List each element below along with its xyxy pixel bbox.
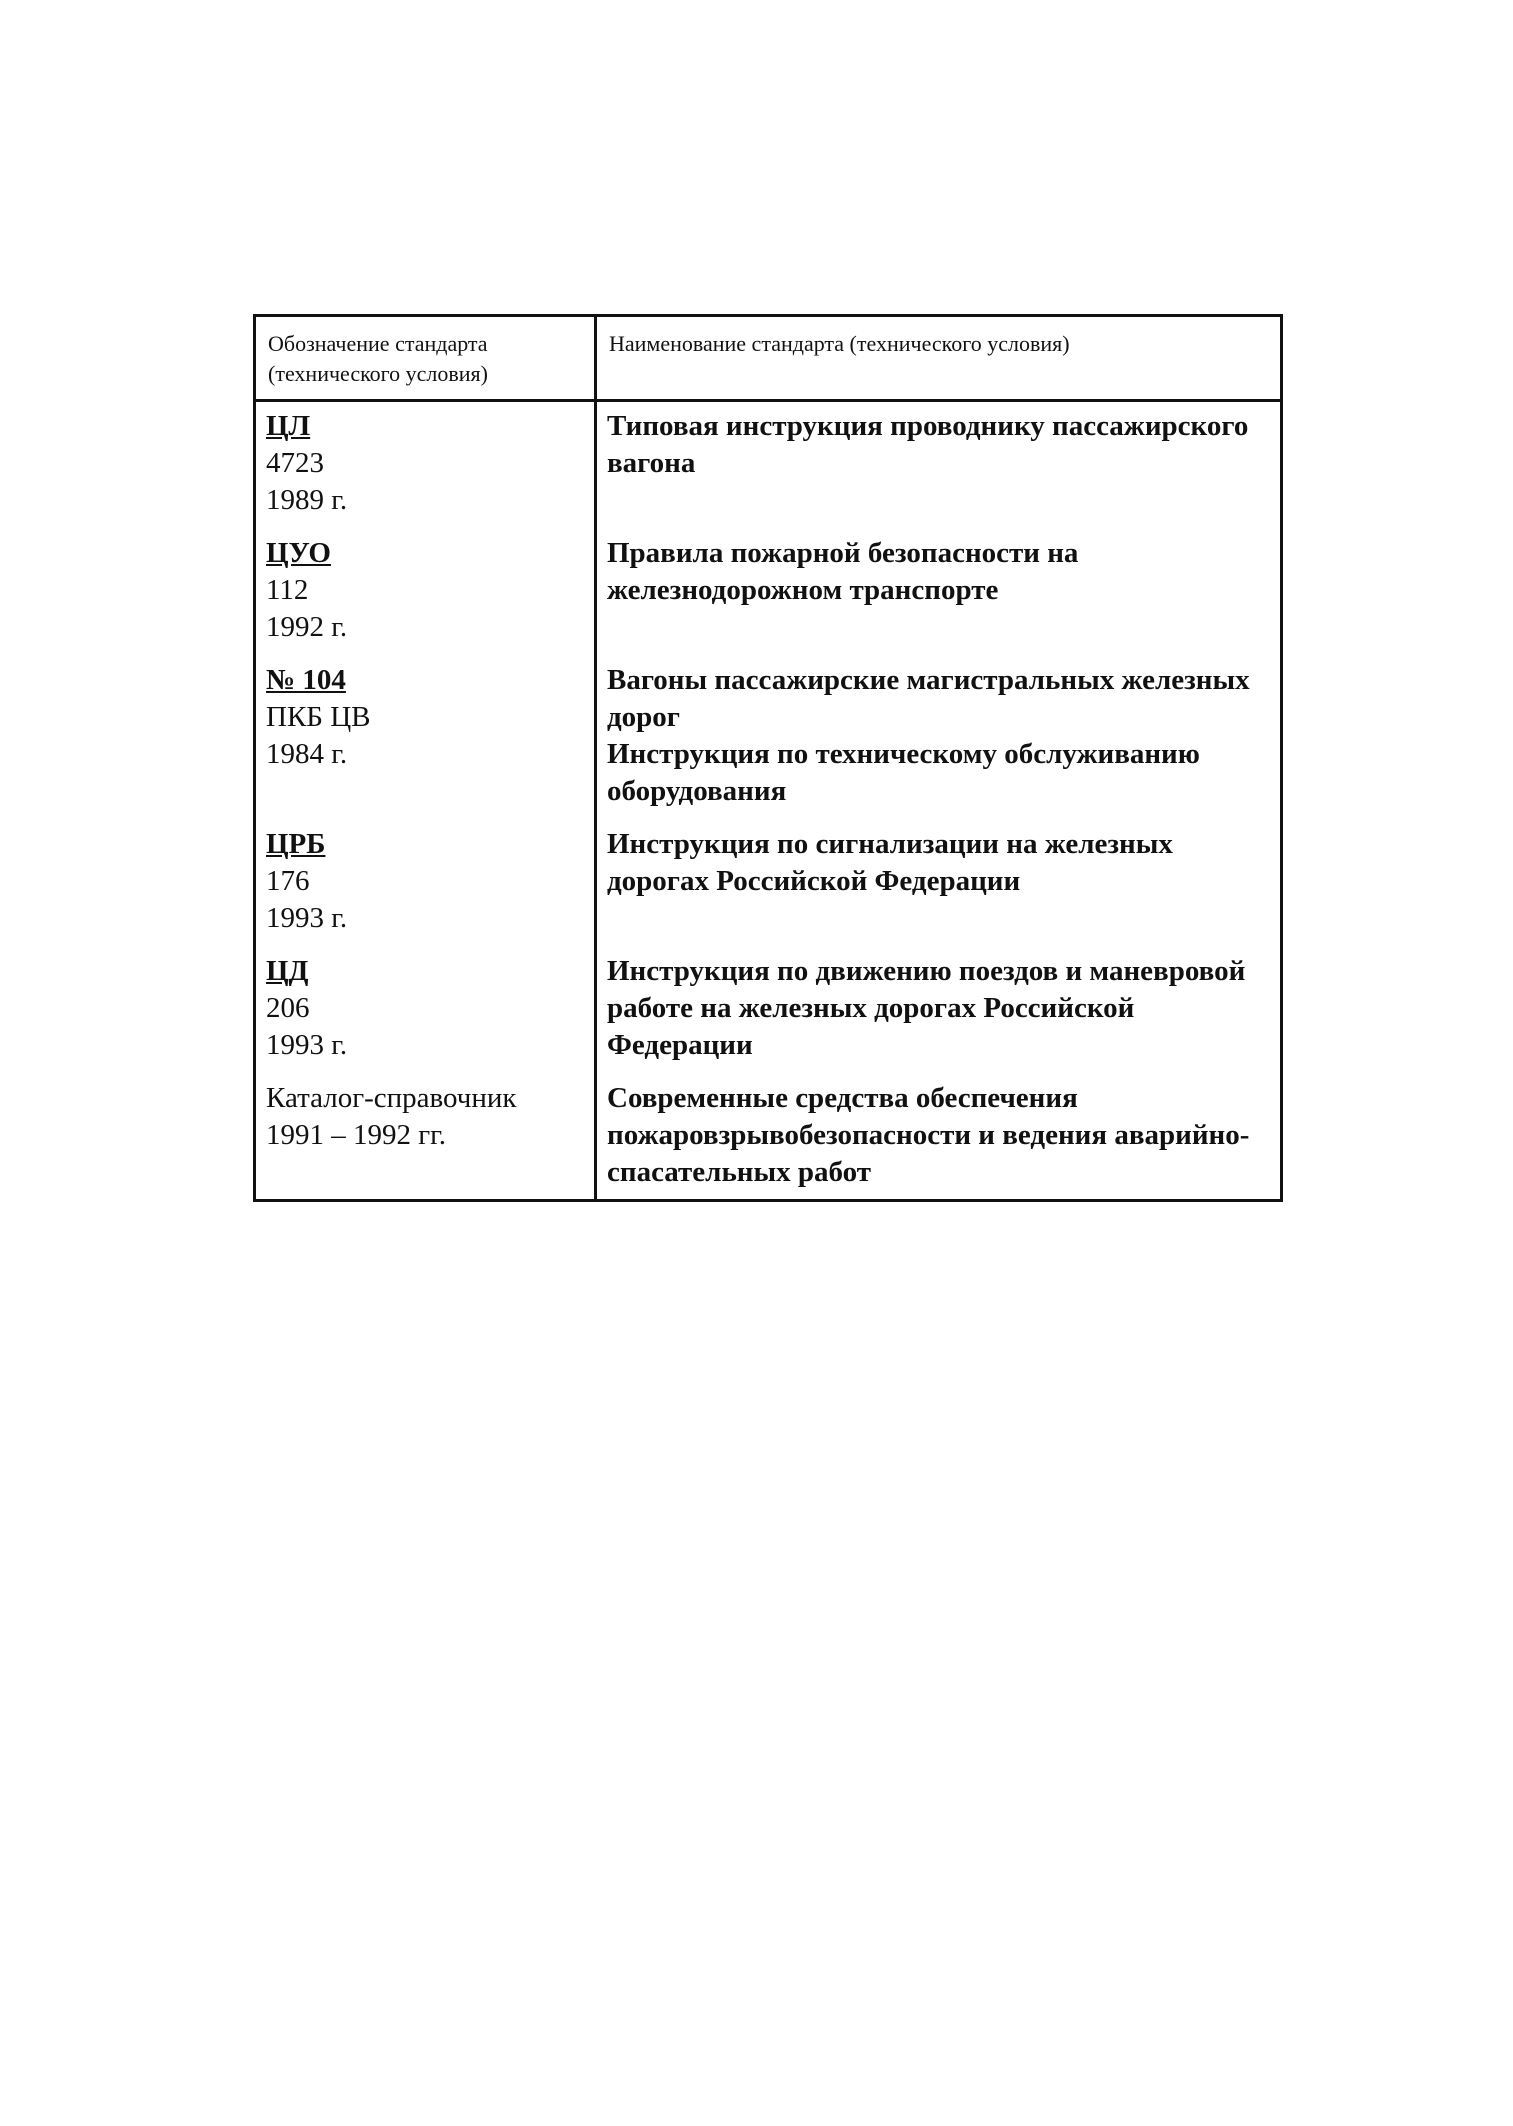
table-row (255, 401, 1282, 536)
header-name: Наименование стандарта (технического условия) (596, 316, 1282, 401)
standard-name: Вагоны пассажирские магистральных железных дорог (607, 664, 1250, 733)
standard-code-cell (255, 662, 596, 826)
table-header-row (255, 316, 1282, 401)
standard-name: Инструкция по техническому обслуживанию оборудования (607, 738, 1200, 807)
table-row (255, 953, 1282, 1080)
standard-name: Инструкция по сигнализации на железных дорогах Российской Федерации (607, 828, 1173, 897)
table-row (255, 826, 1282, 953)
header-code: Обозначение стандарта (технического условия) (255, 316, 596, 401)
standard-number: 176 (266, 865, 310, 897)
standard-number: 4723 (266, 447, 324, 479)
standard-year: 1989 г. (266, 484, 348, 516)
standard-number: 112 (266, 574, 309, 606)
standard-code-cell (255, 826, 596, 953)
standard-name: Типовая инструкция проводнику пассажирского вагона (607, 410, 1249, 479)
table-row (255, 1080, 1282, 1201)
standards-table (253, 314, 1283, 1202)
standard-name-cell (596, 1080, 1282, 1201)
standard-year: 1992 г. (266, 611, 348, 643)
standard-org: ЦУО (266, 537, 331, 569)
standard-org: № 104 (266, 664, 346, 696)
standard-code-cell (255, 401, 596, 536)
standard-code-cell (255, 535, 596, 662)
standard-number: ПКБ ЦВ (266, 701, 371, 733)
standard-year: 1993 г. (266, 1029, 348, 1061)
standard-name-cell (596, 662, 1282, 826)
standard-year: 1991 – 1992 гг. (266, 1119, 447, 1151)
standard-org: ЦД (266, 955, 309, 987)
standard-number: 206 (266, 992, 310, 1024)
table-row (255, 662, 1282, 826)
standard-code-cell (255, 1080, 596, 1201)
standard-name: Правила пожарной безопасности на железнодорожном транспорте (607, 537, 1079, 606)
standard-name-cell (596, 826, 1282, 953)
standard-code-text: Каталог-справочник (266, 1082, 517, 1114)
standard-name: Современные средства обеспечения пожаровзрывобезопасности и ведения аварийно-спасательных работ (607, 1082, 1250, 1188)
standard-name-cell (596, 401, 1282, 536)
standard-name: Инструкция по движению поездов и маневровой работе на железных дорогах Российской Федерации (607, 955, 1246, 1061)
standard-year: 1984 г. (266, 738, 348, 770)
standard-org: ЦРБ (266, 828, 326, 860)
standard-name-cell (596, 535, 1282, 662)
standard-code-cell (255, 953, 596, 1080)
table-row (255, 535, 1282, 662)
standard-name-cell (596, 953, 1282, 1080)
standard-year: 1993 г. (266, 902, 348, 934)
standard-org: ЦЛ (266, 410, 311, 442)
